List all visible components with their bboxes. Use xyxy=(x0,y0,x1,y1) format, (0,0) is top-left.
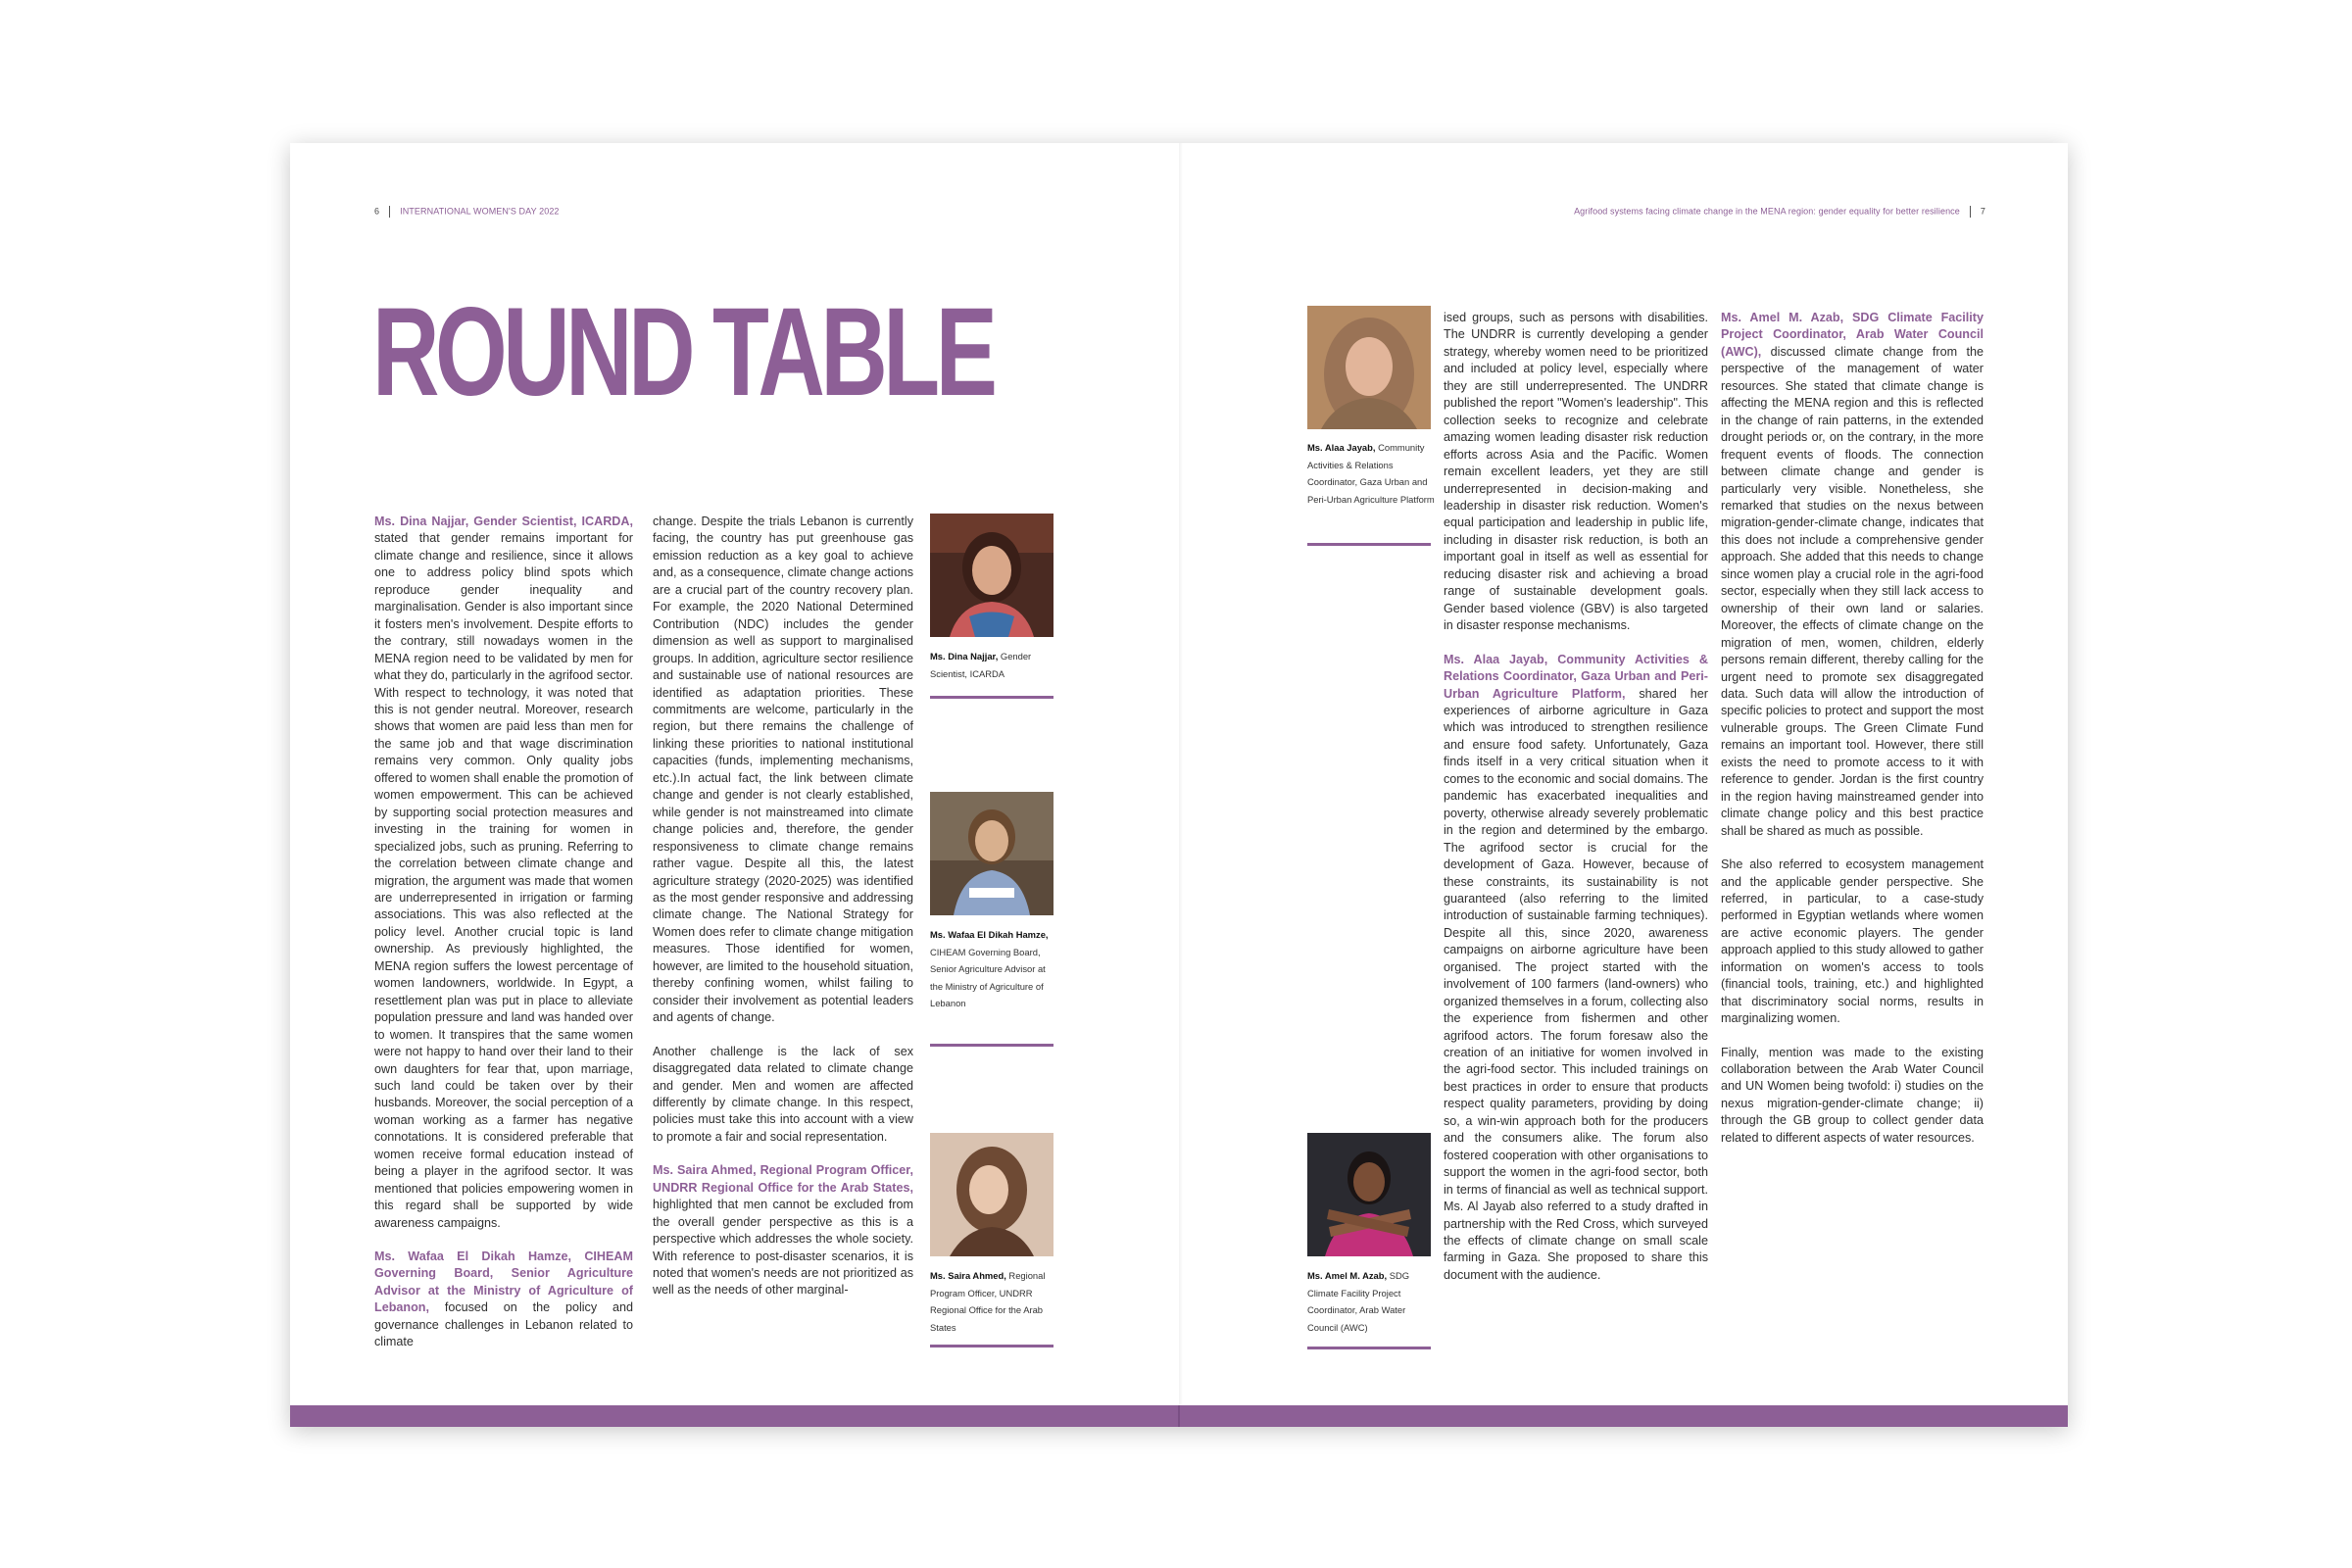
portrait-photo-icon xyxy=(930,514,1054,637)
portrait-photo-icon xyxy=(930,1133,1054,1256)
magazine-spread xyxy=(290,143,2068,1427)
portrait-photo-amel-azab xyxy=(1307,1133,1431,1256)
paragraph-text: She also referred to ecosystem management and the applicable gender perspective. She referred, in particular, to a case-study performed in Egyptian wetlands where women are active economic players. The gender approach applied to this study allowed to gather information on women's access to tools (financial tools, training, etc.) and highlighted that discriminatory social norms, results in marginalizing women. xyxy=(1721,858,1984,1026)
paragraph xyxy=(1721,1045,1984,1148)
footer-bar-seam xyxy=(1178,1405,1180,1427)
caption-role: CIHEAM Governing Board, Senior Agriculture Advisor at the Ministry of Agriculture of Lebanon xyxy=(930,946,1046,1008)
header-divider xyxy=(1970,206,1971,218)
photo-caption-dina-najjar xyxy=(930,648,1057,682)
caption-name: Ms. Alaa Jayab, xyxy=(1307,442,1376,453)
portrait-photo-alaa-jayab xyxy=(1307,306,1431,429)
portrait-photo-wafaa-el-dikah xyxy=(930,792,1054,915)
speaker-name: Ms. Wafaa El Dikah Hamze, CIHEAM Governing Board, Senior Agriculture Advisor at the Ministry of Agriculture of Lebanon, xyxy=(374,1250,633,1315)
paragraph-text: highlighted that men cannot be excluded from the overall gender perspective as this is a perspective which addresses the whole society. With reference to post-disaster scenarios, it is noted that women's needs are not prioritized as well as the needs of other marginal- xyxy=(653,1198,913,1298)
header-divider xyxy=(389,206,390,218)
running-title-left: INTERNATIONAL WOMEN'S DAY 2022 xyxy=(400,206,560,217)
caption-name: Ms. Saira Ahmed, xyxy=(930,1270,1006,1281)
portrait-photo-icon xyxy=(1307,306,1431,429)
caption-name: Ms. Amel M. Azab, xyxy=(1307,1270,1388,1281)
running-head-right xyxy=(1574,206,1985,218)
caption-name: Ms. Wafaa El Dikah Hamze, xyxy=(930,929,1049,940)
caption-rule xyxy=(930,696,1054,699)
caption-role: SDG Climate Facility Project Coordinator, Arab Water Council (AWC) xyxy=(1307,1270,1410,1333)
caption-role: Gender Scientist, ICARDA xyxy=(930,651,1032,679)
paragraph xyxy=(1444,310,1708,635)
paragraph-text: focused on the policy and governance challenges in Lebanon related to climate xyxy=(374,1300,633,1349)
speaker-name: Ms. Amel M. Azab, SDG Climate Facility Project Coordinator, Arab Water Council (AWC), xyxy=(1721,311,1984,359)
portrait-photo-dina-najjar xyxy=(930,514,1054,637)
photo-caption-wafaa-el-dikah xyxy=(930,926,1057,1012)
speaker-name: Ms. Saira Ahmed, Regional Program Officer, UNDRR Regional Office for the Arab States, xyxy=(653,1163,913,1195)
caption-name: Ms. Dina Najjar, xyxy=(930,651,999,662)
paragraph-text: ised groups, such as persons with disabilities. The UNDRR is currently developing a gender strategy, whereby women need to be prioritized and included at policy level, especially where they are still underrepresented. The UNDRR published the report "Women's leadership". This collection seeks to recognize and celebrate amazing women leading disaster risk reduction efforts across Asia and the Pacific. Women remain excellent leaders, yet they are still underrepresented in decision-making and leadership in disaster risk reduction. Women's equal participation and leadership in public life, including in disaster risk reduction, is both an important goal in itself as well as essential for reducing disaster risk and achieving a broad range of sustainable development goals. Gender based violence (GBV) is also targeted in disaster response mechanisms. xyxy=(1444,311,1708,633)
running-head-left xyxy=(374,206,560,218)
paragraph xyxy=(653,1162,913,1299)
text-column-2 xyxy=(653,514,913,1299)
paragraph-text: change. Despite the trials Lebanon is currently facing, the country has put greenhouse gas emission reduction as a key goal to achieve and, as a consequence, climate change actions are a crucial part of the country recovery plan. For example, the 2020 National Determined Contribution (NDC) includes the gender dimension as well as support to marginalised groups. In addition, agriculture sector resilience and sustainable use of national resources are identified as adaptation priorities. These commitments are welcome, particularly in the region, but there remains the challenge of linking these priorities to national institutional capacities (funds, implementing mechanisms, etc.).In actual fact, the link between climate change and gender is not clearly established, while gender is not mainstreamed into climate change policies and, therefore, the gender responsiveness to climate change remains rather vague. Despite all this, the latest agriculture strategy (2020-2025) was identified as the most gender responsive and addressing climate change. The National Strategy for Women does refer to climate change mitigation measures. Those identified for women, however, are limited to the household situation, thereby confining women, whilst failing to consider their involvement as potential leaders and agents of change. xyxy=(653,514,913,1025)
portrait-photo-icon xyxy=(930,792,1054,915)
photo-caption-amel-azab xyxy=(1307,1267,1435,1336)
paragraph-text: stated that gender remains important for climate change and resilience, since it allows one to address policy blind spots which reproduce gender inequality and marginalisation. Gender is also important since it fosters men's involvement. Despite efforts to the contrary, still nowadays women in the MENA region need to be validated by men for what they do, particularly in the agrifood sector. With respect to technology, it was noted that this is not gender neutral. Moreover, research shows that women are paid less than men for the same job and that wage discrimination remains very common. Only quality jobs offered to women shall enable the promotion of women empowerment. This can be achieved by supporting social protection measures and investing in the training for women in specialized jobs, such as pruning. Referring to the correlation between climate change and migration, the argument was made that women are underrepresented in irrigation or farming associations. This was also reflected at the policy level. Another crucial topic is land ownership. As previously highlighted, the MENA region suffers the lowest percentage of women landowners, worldwide. In Egypt, a resettlement plan was put in place to alleviate population pressure and land was handed over to women. It transpires that the same women were not happy to hand over their land to their own daughters for fear that, upon marriage, such land could be taken over by their husbands. Moreover, the social perception of a woman working as a farmer has negative connotations. It is considered preferable that women receive formal education instead of being a player in the agrifood sector. It was mentioned that policies empowering women in this regard shall be supported by wide awareness campaigns. xyxy=(374,531,633,1230)
caption-rule xyxy=(930,1044,1054,1047)
speaker-name: Ms. Dina Najjar, Gender Scientist, ICARDA, xyxy=(374,514,633,528)
caption-role: Community Activities & Relations Coordinator, Gaza Urban and Peri-Urban Agriculture Platform xyxy=(1307,442,1435,505)
caption-role: Regional Program Officer, UNDRR Regional Office for the Arab States xyxy=(930,1270,1046,1333)
paragraph xyxy=(1444,652,1708,1285)
page-title: ROUND TABLE xyxy=(372,282,994,422)
paragraph xyxy=(1721,857,1984,1028)
caption-rule xyxy=(1307,1347,1431,1349)
paragraph xyxy=(374,1249,633,1351)
text-column-3 xyxy=(1444,310,1708,1284)
page-number-right: 7 xyxy=(1980,206,1985,217)
paragraph-text: Another challenge is the lack of sex disaggregated data related to climate change and gender. Men and women are affected differently by climate change. In this respect, policies must take this into account with a view to promote a fair and social representation. xyxy=(653,1044,913,1144)
caption-rule xyxy=(930,1345,1054,1348)
running-title-right: Agrifood systems facing climate change in the MENA region: gender equality for better resilience xyxy=(1574,206,1960,217)
paragraph xyxy=(653,514,913,1027)
text-column-4 xyxy=(1721,310,1984,1147)
paragraph xyxy=(374,514,633,1232)
paragraph-text: shared her experiences of airborne agriculture in Gaza which was introduced to strengthen resilience and ensure food safety. Unfortunately, Gaza finds itself in a very critical situation when it comes to the economic and social domains. The pandemic has exacerbated inequalities and poverty, otherwise already severely problematic in the region and determined by the embargo. The agrifood sector is crucial for the development of Gaza. However, because of these constraints, its sustainability is not guaranteed (also referring to the limited introduction of sustainable farming techniques). Despite all this, since 2020, awareness campaigns on airborne agriculture have been organised. The project started with the involvement of 100 farmers (land-owners) who organized themselves in a forum, collecting also the experience from fishermen and other agrifood actors. The forum foresaw also the creation of an initiative for women involved in the agri-food sector. This included trainings on best practices in order to ensure that products respect quality parameters, providing by doing so, a win-win approach both for the producers and the consumers alike. The forum also fostered cooperation with other organisations to support the women in the agri-food sector, both in terms of financial as well as technical support. Ms. Al Jayab also referred to a study drafted in partnership with the Red Cross, which surveyed the effects of climate change on small scale farming in Gaza. She proposed to share this document with the audience. xyxy=(1444,686,1708,1282)
paragraph-text: discussed climate change from the perspective of the management of water resources. She stated that climate change is affecting the MENA region and this is reflected in the change of rain patterns, in the extended drought periods or, on the contrary, in the more frequent events of floods. The connection between climate change and gender is particularly very visible. Nonetheless, she remarked that studies on the nexus between migration-gender-climate change, indicates that this does not include a comprehensive gender approach. She added that this needs to change since women play a crucial role in the agri-food sector, especially when they still lack access to ownership of their own land or salaries. Moreover, the effects of climate change on the migration of men, women, children, elderly persons remain different, thereby calling for the urgent need to promote sex disaggregated data. Such data will allow the introduction of specific policies to protect and support the most vulnerable groups. The Green Climate Fund remains an important tool. However, there still exists the need to promote access to it with reference to gender. Jordan is the first country in the region having mainstreamed gender into climate change policy and this best practice shall be shared as much as possible. xyxy=(1721,344,1984,838)
text-column-1 xyxy=(374,514,633,1351)
footer-color-bar xyxy=(290,1405,2068,1427)
portrait-photo-saira-ahmed xyxy=(930,1133,1054,1256)
caption-rule xyxy=(1307,543,1431,546)
speaker-name: Ms. Alaa Jayab, Community Activities & Relations Coordinator, Gaza Urban and Peri-Urban Agriculture Platform, xyxy=(1444,652,1708,701)
spine-gutter xyxy=(1179,143,1183,1427)
paragraph xyxy=(653,1044,913,1147)
page-number-left: 6 xyxy=(374,206,380,217)
paragraph xyxy=(1721,310,1984,840)
paragraph-text: Finally, mention was made to the existing collaboration between the Arab Water Council and UN Women being twofold: i) studies on the nexus migration-gender-climate change; ii) through the GB group to collect gender data related to different aspects of water resources. xyxy=(1721,1045,1984,1145)
photo-caption-saira-ahmed xyxy=(930,1267,1057,1336)
photo-caption-alaa-jayab xyxy=(1307,439,1435,508)
portrait-photo-icon xyxy=(1307,1133,1431,1256)
